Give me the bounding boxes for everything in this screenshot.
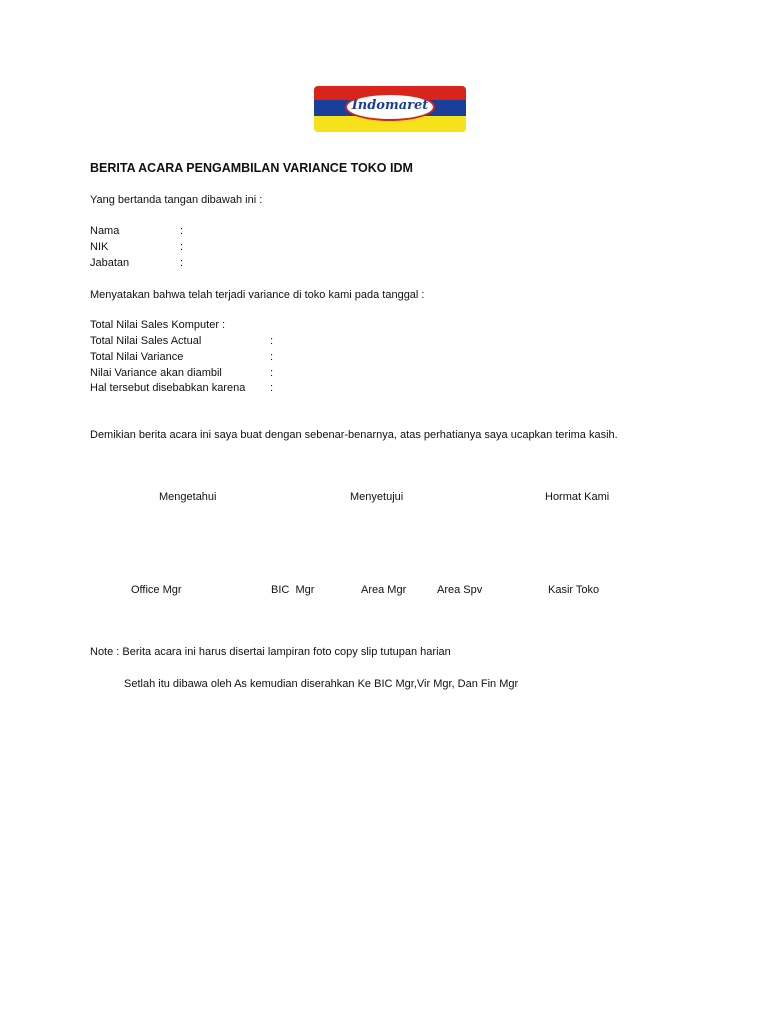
- detail-colon-sales-actual: :: [270, 335, 274, 347]
- field-colon-jabatan: :: [180, 257, 184, 269]
- field-colon-nik: :: [180, 241, 184, 253]
- field-colon-nama: :: [180, 225, 184, 237]
- field-label-jabatan: Jabatan: [90, 257, 130, 269]
- detail-colon-variance-diambil: :: [270, 367, 274, 379]
- signature-role-area-spv: Area Spv: [437, 584, 483, 596]
- signature-header-menyetujui: Menyetujui: [350, 491, 404, 503]
- detail-label-nilai-variance: Total Nilai Variance: [90, 351, 184, 363]
- field-label-nik: NIK: [90, 241, 109, 253]
- signature-header-hormat-kami: Hormat Kami: [545, 491, 610, 503]
- detail-label-sales-actual: Total Nilai Sales Actual: [90, 335, 202, 347]
- statement-text: Menyatakan bahwa telah terjadi variance di toko kami pada tanggal :: [90, 289, 425, 301]
- detail-label-variance-diambil: Nilai Variance akan diambil: [90, 367, 222, 379]
- detail-label-sales-komputer: Total Nilai Sales Komputer :: [90, 319, 226, 331]
- signature-role-area-mgr: Area Mgr: [361, 584, 407, 596]
- signature-header-mengetahui: Mengetahui: [159, 491, 217, 503]
- signature-role-office-mgr: Office Mgr: [131, 584, 182, 596]
- detail-colon-nilai-variance: :: [270, 351, 274, 363]
- note-followup-text: Setlah itu dibawa oleh As kemudian diserahkan Ke BIC Mgr,Vir Mgr, Dan Fin Mgr: [124, 678, 519, 690]
- detail-label-disebabkan: Hal tersebut disebabkan karena: [90, 382, 246, 394]
- note-text: Note : Berita acara ini harus disertai lampiran foto copy slip tutupan harian: [90, 646, 451, 658]
- field-label-nama: Nama: [90, 225, 120, 237]
- intro-text: Yang bertanda tangan dibawah ini :: [90, 194, 263, 206]
- signature-role-kasir-toko: Kasir Toko: [548, 584, 600, 596]
- closing-text: Demikian berita acara ini saya buat dengan sebenar-benarnya, atas perhatianya saya ucapkan terima kasih.: [90, 429, 618, 441]
- signature-role-bic-mgr: BIC Mgr: [271, 584, 315, 596]
- indomaret-logo: [314, 86, 466, 132]
- document-title: BERITA ACARA PENGAMBILAN VARIANCE TOKO IDM: [90, 161, 413, 175]
- logo-wordmark: Indomaret: [351, 98, 429, 113]
- detail-colon-disebabkan: :: [270, 382, 274, 394]
